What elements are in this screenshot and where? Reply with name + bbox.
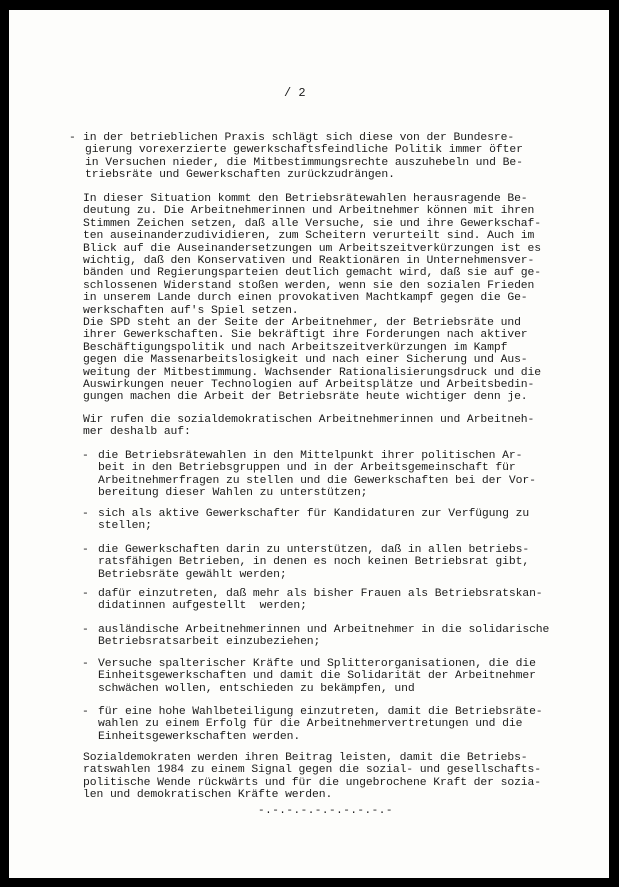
bullet-dash: - <box>82 588 89 600</box>
text-line: Die SPD steht an der Seite der Arbeitnehmer, der Betriebsräte und <box>83 317 521 329</box>
text-line: Stimmen Zeichen setzen, daß alle Versuche, sie und ihre Gewerkschaf- <box>83 217 542 230</box>
text-line: didatinnen aufgestellt werden; <box>98 600 307 613</box>
text-line: werkschaften auf's Spiel setzen. <box>83 304 299 317</box>
appeal-item-7 <box>83 706 543 743</box>
text-line: Sozialdemokraten werden ihren Beitrag leisten, damit die Betriebs- <box>83 752 528 764</box>
text-line: Beschäftigungspolitik und nach Arbeitszeitverkürzungen im Kampf <box>83 341 508 354</box>
bullet-dash: - <box>82 706 89 718</box>
list-item <box>83 450 536 500</box>
paragraph-spd <box>83 317 541 404</box>
bullet-dash: - <box>69 132 76 144</box>
text-line: schwächen wollen, entschieden zu bekämpfen, und <box>98 682 415 695</box>
text-line: sich als aktive Gewerkschafter für Kandidaturen zur Verfügung zu <box>98 508 530 520</box>
list-item <box>83 658 536 695</box>
bullet-dash: - <box>82 544 89 556</box>
text-line: Wir rufen die sozialdemokratischen Arbeitnehmerinnen und Arbeitneh- <box>83 414 535 426</box>
text-line: Auswirkungen neuer Technologien auf Arbeitsplätze und Arbeitsbedin- <box>83 378 535 391</box>
text-line: Blick auf die Auseinandersetzungen um Arbeitszeitverkürzungen ist es <box>83 242 542 255</box>
text-line: stellen; <box>98 520 152 533</box>
text-line: dafür einzutreten, daß mehr als bisher Frauen als Betriebsratskan- <box>98 588 543 600</box>
document-page <box>9 10 609 878</box>
text-line: deutung zu. Die Arbeitnehmerinnen und Arbeitnehmer können mit ihren <box>83 205 535 218</box>
text-line: bänden und Regierungsparteien deutlich gemacht wird, daß sie auf ge- <box>83 267 542 280</box>
text-line: wahlen zu einem Erfolg für die Arbeitnehmervertretungen und die <box>98 718 523 731</box>
text-line: ten auseinanderzudividieren, zum Scheitern verurteilt sind. Auch im <box>83 230 535 243</box>
text-line: für eine hohe Wahlbeteiligung einzutreten, damit die Betriebsräte- <box>98 706 543 718</box>
text-line: triebsräte und Gewerkschaften zurückzudrängen. <box>85 169 395 182</box>
bullet-dash: - <box>82 508 89 520</box>
text-line: mer deshalb auf: <box>83 426 191 439</box>
text-line: weitung der Mitbestimmung. Wachsender Rationalisierungsdruck und die <box>83 366 542 379</box>
text-line: ausländische Arbeitnehmerinnen und Arbeitnehmer in die solidarische <box>98 624 550 636</box>
paragraph-situation <box>83 193 541 317</box>
bullet-dash: - <box>82 624 89 636</box>
appeal-item-2 <box>83 508 529 533</box>
appeal-item-5 <box>83 624 549 649</box>
bullet-dash: - <box>82 450 89 462</box>
text-line: Betriebsratsarbeit einzubeziehen; <box>98 636 321 649</box>
text-line: ratswahlen 1984 zu einem Signal gegen die sozial- und gesellschafts- <box>83 764 542 777</box>
text-line: politische Wende rückwärts und für die ungebrochene Kraft der sozia- <box>83 776 542 789</box>
text-line: schlossenen Widerstand stoßen werden, wenn sie den sozialen Frieden <box>83 279 535 292</box>
appeal-item-1 <box>83 450 536 500</box>
list-item <box>83 624 549 649</box>
text-line: gierung vorexerzierte gewerkschaftsfeindliche Politik immer öfter <box>85 144 523 157</box>
text-line: ihrer Gewerkschaften. Sie bekräftigt ihre Forderungen nach aktiver <box>83 329 528 342</box>
text-line: in der betrieblichen Praxis schlägt sich diese von der Bundesre- <box>83 132 515 144</box>
appeal-item-6 <box>83 658 536 695</box>
list-item <box>69 132 523 182</box>
closing-paragraph <box>83 752 541 802</box>
text-line: ratsfähigen Betrieben, in denen es noch keinen Betriebsrat gibt, <box>98 556 530 569</box>
text-line: gegen die Massenarbeitslosigkeit und nach einer Sicherung und Aus- <box>83 354 528 367</box>
text-line: beit in den Betriebsgruppen und in der Arbeitsgemeinschaft für <box>98 462 516 475</box>
text-line: bereitung dieser Wahlen zu unterstützen; <box>98 487 368 500</box>
page-number: / 2 <box>284 86 306 100</box>
text-line: len und demokratischen Kräfte werden. <box>83 789 333 802</box>
text-line: gungen machen die Arbeit der Betriebsräte heute wichtiger denn je. <box>83 391 528 404</box>
appeal-item-3 <box>83 544 529 581</box>
text-line: die Betriebsrätewahlen in den Mittelpunkt ihrer politischen Ar- <box>98 450 523 462</box>
intro-bullet <box>69 132 523 182</box>
text-line: Einheitsgewerkschaften werden. <box>98 730 301 743</box>
text-line: Betriebsräte gewählt werden; <box>98 568 287 581</box>
list-item <box>83 508 529 533</box>
text-line: in unserem Lande durch einen provokativen Machtkampf gegen die Ge- <box>83 292 528 305</box>
text-line: die Gewerkschaften darin zu unterstützen, daß in allen betriebs- <box>98 544 530 556</box>
text-line: in Versuchen nieder, die Mitbestimmungsrechte auszuhebeln und Be- <box>85 156 523 169</box>
text-line: Versuche spalterischer Kräfte und Splitterorganisationen, die die <box>98 658 536 670</box>
text-line: wichtig, daß den Konservativen und Reaktionären in Unternehmensver- <box>83 254 535 267</box>
paragraph-appeal <box>83 414 534 439</box>
appeal-item-4 <box>83 588 543 613</box>
text-line: In dieser Situation kommt den Betriebsrätewahlen herausragende Be- <box>83 193 528 205</box>
text-line: Arbeitnehmerfragen zu stellen und die Gewerkschaften bei der Vor- <box>98 474 536 487</box>
bullet-dash: - <box>82 658 89 670</box>
list-item <box>83 544 529 581</box>
text-line: Einheitsgewerkschaften und damit die Solidarität der Arbeitnehmer <box>98 670 536 683</box>
list-item <box>83 588 543 613</box>
list-item <box>83 706 543 743</box>
end-of-document-mark: -.-.-.-.-.-.-.-.-.- <box>258 805 393 817</box>
